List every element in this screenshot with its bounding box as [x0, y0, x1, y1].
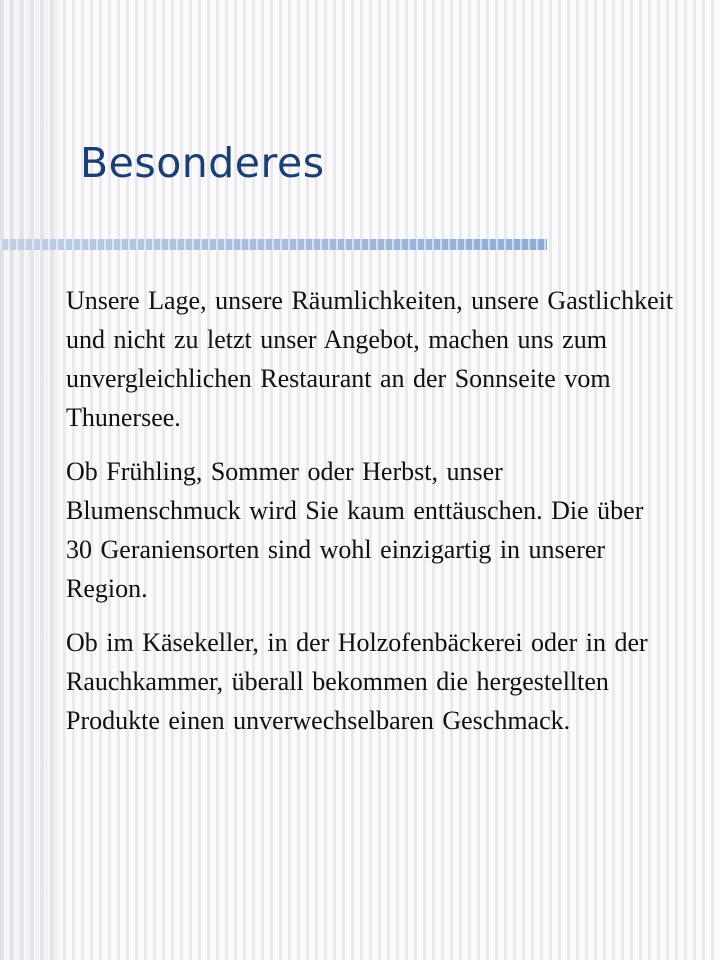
- background-stripes: [0, 0, 60, 960]
- slide-title: Besonderes: [80, 139, 325, 187]
- paragraph-location: Unsere Lage, unsere Räumlichkeiten, unsere Gastlichkeit und nicht zu letzt unser Angebot, machen uns zum unvergleichlichen Restaurant an der Sonnseite vom Thunersee.: [66, 286, 674, 432]
- slide-body: [66, 281, 676, 755]
- title-underline-stripes: [0, 239, 547, 250]
- paragraph-flowers: Ob Frühling, Sommer oder Herbst, unser Blumenschmuck wird Sie kaum enttäuschen. Die über 30 Geraniensorten sind wohl einzigartig in unserer Region.: [66, 457, 644, 603]
- title-underline-bar: [0, 239, 547, 250]
- paragraph-products: Ob im Käsekeller, in der Holzofenbäckerei oder in der Rauchkammer, überall bekommen die hergestellten Produkte einen unverwechselbaren Geschmack.: [66, 628, 648, 735]
